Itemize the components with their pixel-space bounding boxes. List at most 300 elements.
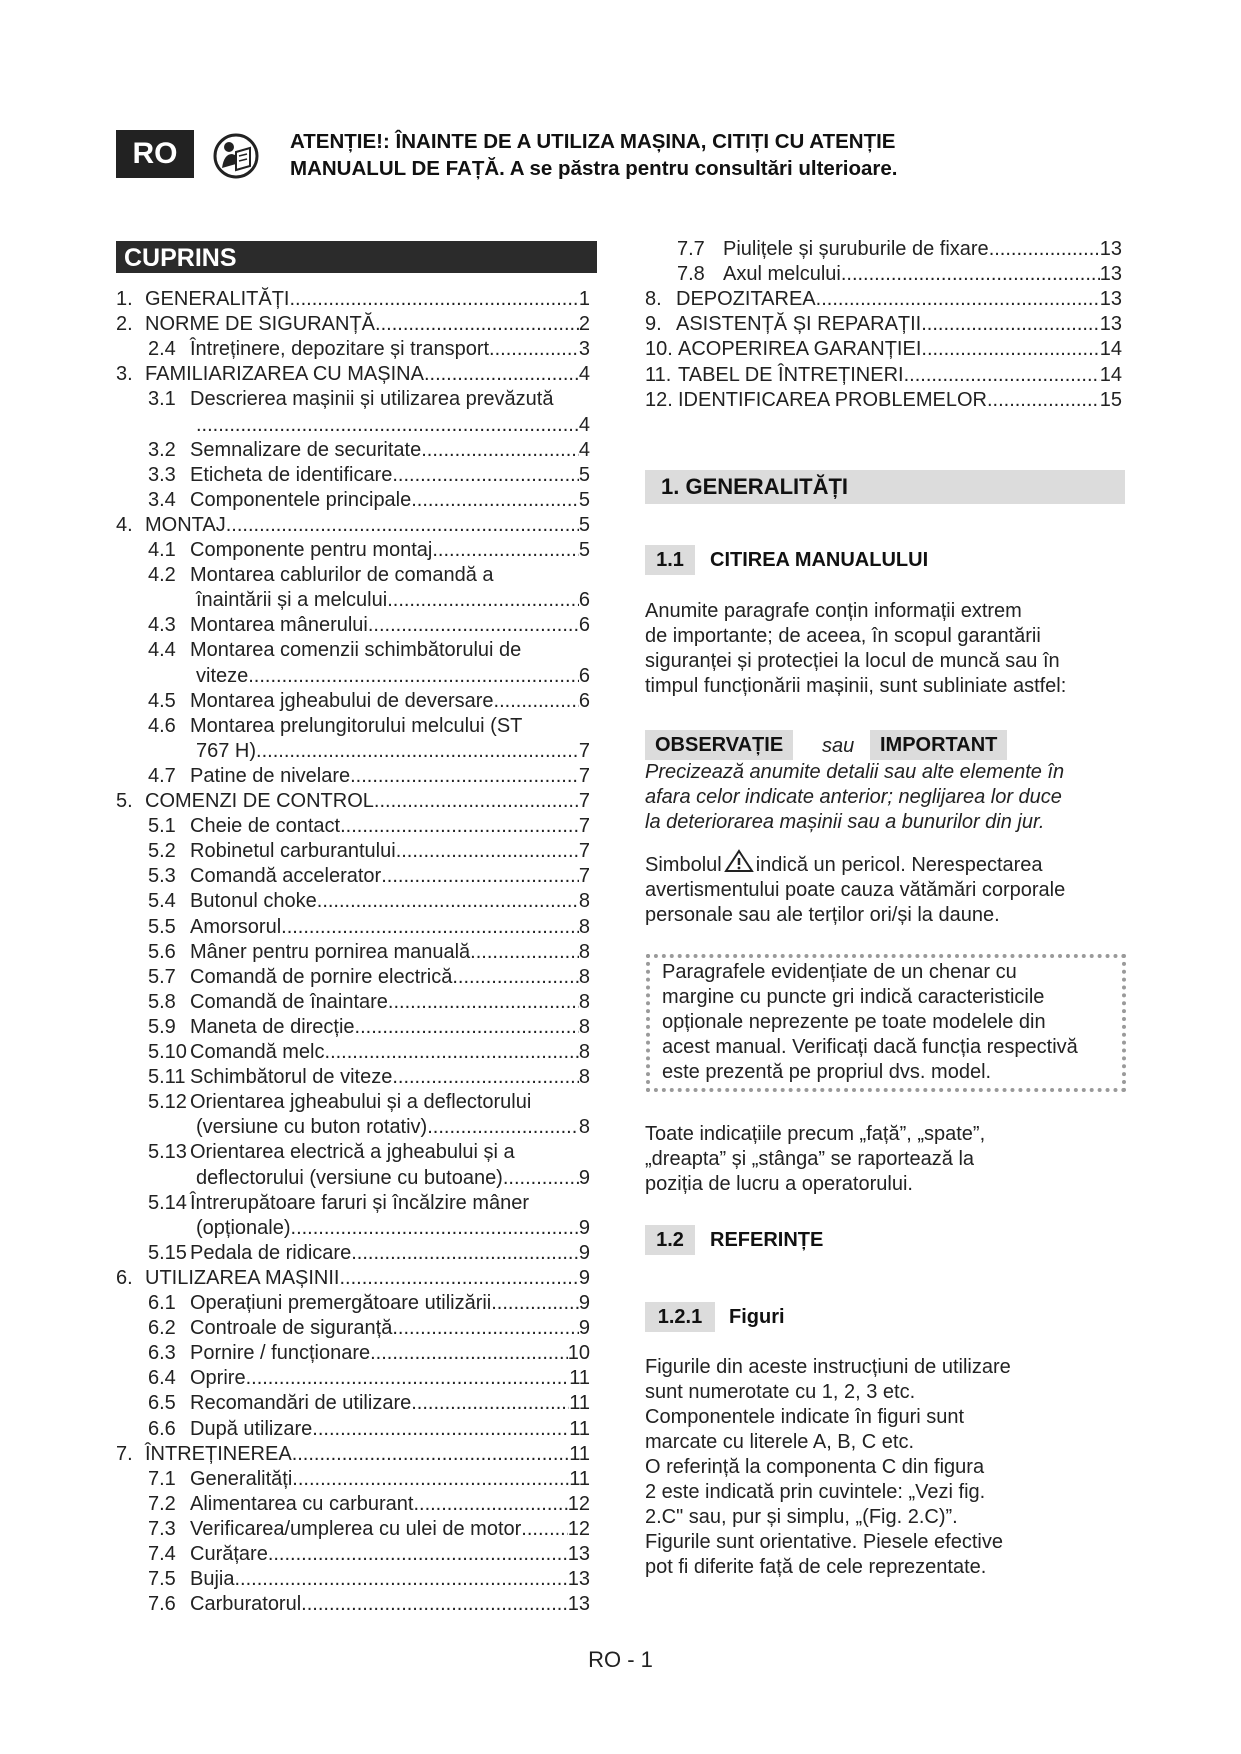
toc-item xyxy=(148,1191,529,1216)
toc-item-label: Montarea mânerului xyxy=(190,614,368,637)
toc-item xyxy=(148,563,494,588)
toc-item-page: 13 xyxy=(567,1568,590,1591)
toc-item-page: 5 xyxy=(578,463,590,486)
toc-item-number: 8. xyxy=(645,288,662,311)
toc-item-page: 7 xyxy=(578,840,590,863)
toc-item-page: 15 xyxy=(1099,388,1122,411)
toc-leader-dots xyxy=(340,814,579,839)
toc-item xyxy=(116,513,590,538)
toc-item-label: Robinetul carburantului xyxy=(190,840,396,863)
toc-item xyxy=(645,388,1122,413)
toc-item-number: 3.2 xyxy=(148,438,176,461)
toc-item xyxy=(677,262,1122,287)
toc-item-page: 6 xyxy=(578,689,590,712)
toc-leader-dots xyxy=(339,1266,578,1291)
toc-item xyxy=(116,1266,590,1291)
toc-item-label: ACOPERIREA GARANȚIEI xyxy=(678,338,922,361)
tag-sau: sau xyxy=(822,735,855,757)
toc-item xyxy=(148,965,590,990)
toc-item-page: 4 xyxy=(578,413,590,436)
toc-item-number: 3.4 xyxy=(148,488,176,511)
toc-item-label: NORME DE SIGURANȚĂ xyxy=(145,313,376,336)
toc-item-number: 5.2 xyxy=(148,840,176,863)
toc-item xyxy=(148,538,590,563)
toc-leader-dots xyxy=(370,1341,568,1366)
toc-item-page: 9 xyxy=(578,1292,590,1314)
toc-leader-dots xyxy=(388,990,579,1015)
toc-item-number: 5.15 xyxy=(148,1241,187,1264)
toc-item-number: 7.1 xyxy=(148,1467,176,1490)
toc-item-number: 5.3 xyxy=(148,865,176,888)
toc-item-label: Schimbătorul de viteze xyxy=(190,1066,393,1089)
subsection-1-2-title: REFERINȚE xyxy=(710,1229,824,1251)
toc-item-label: (opționale) xyxy=(196,1216,291,1239)
toc-leader-dots xyxy=(291,1216,579,1241)
toc-item xyxy=(148,864,590,889)
toc-item-page: 8 xyxy=(578,1116,590,1139)
toc-item-label: MONTAJ xyxy=(145,513,226,536)
toc-item xyxy=(148,739,590,764)
toc-item xyxy=(148,1417,590,1442)
toc-item xyxy=(148,1090,531,1115)
toc-item-page: 5 xyxy=(578,488,590,511)
toc-leader-dots xyxy=(427,1115,579,1140)
toc-item xyxy=(148,488,590,513)
subsection-1-1-title: CITIREA MANUALULUI xyxy=(710,549,929,571)
toc-item-page: 9 xyxy=(578,1216,590,1239)
toc-item xyxy=(148,764,590,789)
toc-item-page: 7 xyxy=(578,764,590,787)
toc-item-number xyxy=(148,1216,196,1241)
toc-item xyxy=(148,1065,590,1090)
toc-item-number: 1. xyxy=(116,288,133,310)
toc-item xyxy=(148,638,521,663)
toc-item xyxy=(148,689,590,714)
toc-item xyxy=(116,362,590,387)
toc-item xyxy=(148,1492,590,1517)
toc-item xyxy=(148,1391,590,1416)
toc-item-number: 5. xyxy=(116,790,133,812)
toc-item-number: 7.2 xyxy=(148,1492,176,1515)
toc-item xyxy=(116,287,590,312)
toc-item-number: 7.8 xyxy=(677,263,705,286)
toc-item-page: 6 xyxy=(578,614,590,637)
toc-leader-dots xyxy=(246,1366,570,1391)
toc-leader-dots xyxy=(489,337,579,362)
warning-line-2: MANUALUL DE FAȚĂ. A se păstra pentru consultări ulterioare. xyxy=(290,157,898,180)
toc-leader-dots xyxy=(226,513,579,538)
toc-leader-dots xyxy=(375,312,579,337)
toc-item-page: 4 xyxy=(578,363,590,386)
toc-leader-dots xyxy=(816,287,1100,312)
toc-item-page: 11 xyxy=(569,1442,590,1465)
toc-item-number: 6.2 xyxy=(148,1317,176,1340)
toc-item xyxy=(148,1592,590,1617)
toc-leader-dots xyxy=(424,362,579,387)
toc-item-page: 7 xyxy=(578,790,590,812)
toc-item-page: 6 xyxy=(578,664,590,687)
toc-item-label: Maneta de direcție xyxy=(190,1015,355,1038)
subsection-1-2-number: 1.2 xyxy=(645,1225,695,1255)
toc-item-label: Verificarea/umplerea cu ulei de motor xyxy=(190,1517,522,1540)
toc-leader-dots xyxy=(234,1567,567,1592)
toc-leader-dots xyxy=(921,337,1099,362)
toc-item-page: 12 xyxy=(567,1517,590,1540)
toc-item-page: 11 xyxy=(569,1467,590,1490)
toc-item-label: Componentele principale xyxy=(190,488,412,511)
toc-item xyxy=(148,1166,590,1191)
toc-leader-dots xyxy=(413,1492,567,1517)
toc-leader-dots xyxy=(381,864,579,889)
toc-item xyxy=(116,1442,590,1467)
toc-leader-dots xyxy=(987,388,1100,413)
toc-item xyxy=(148,1216,590,1241)
toc-leader-dots xyxy=(289,287,578,312)
toc-leader-dots xyxy=(325,1040,579,1065)
toc-item-page: 14 xyxy=(1099,338,1122,361)
toc-leader-dots xyxy=(392,463,579,488)
toc-item xyxy=(148,714,522,739)
toc-item xyxy=(148,1517,590,1542)
paragraph-optional: Paragrafele evidențiate de un chenar cu margine cu puncte gri indică caracteristicile opționale neprezente pe toate modelele din acest manual. Verificați dacă funcția respectivă este prezentă pe propriul dvs. model. xyxy=(662,961,1078,1083)
toc-item-label: Comandă de înaintare xyxy=(190,990,388,1013)
toc-leader-dots xyxy=(921,312,1100,337)
read-manual-icon xyxy=(212,132,260,180)
toc-item-page: 8 xyxy=(578,1041,590,1063)
toc-item-number: 5.8 xyxy=(148,990,176,1013)
toc-leader-dots xyxy=(374,789,579,814)
toc-item-number: 4. xyxy=(116,513,133,536)
toc-item-number: 2. xyxy=(116,313,133,336)
toc-item-label: Montarea cablurilor de comandă a xyxy=(190,564,494,587)
toc-leader-dots xyxy=(411,488,579,513)
toc-leader-dots xyxy=(494,689,579,714)
toc-item xyxy=(148,889,590,914)
toc-item-number: 4.4 xyxy=(148,639,176,662)
toc-item xyxy=(148,1341,590,1366)
toc-item-label: Pornire / funcționare xyxy=(190,1342,371,1365)
toc-item-label: Semnalizare de securitate xyxy=(190,438,422,461)
toc-item-label: Eticheta de identificare xyxy=(190,463,393,486)
toc-leader-dots xyxy=(503,1166,579,1191)
toc-leader-dots xyxy=(368,613,579,638)
toc-item-label: Piulițele și șuruburile de fixare xyxy=(723,238,989,260)
toc-item-page: 5 xyxy=(578,513,590,536)
toc-item xyxy=(148,337,590,362)
paragraph-hazard: Simbolul indică un pericol. Nerespectarea avertismentului poate cauza vătămări corporale personale sau ale terților ori/și la daune. xyxy=(645,849,1065,928)
toc-item xyxy=(148,1140,515,1165)
toc-leader-dots xyxy=(317,889,579,914)
toc-item-page: 8 xyxy=(578,940,590,963)
toc-leader-dots xyxy=(392,1065,579,1090)
toc-item xyxy=(148,839,590,864)
paragraph-directions: Toate indicațiile precum „față”, „spate”, „dreapta” și „stânga” se raportează la poziția de lucru a operatorului. xyxy=(645,1123,986,1195)
toc-item-label: Comandă melc xyxy=(190,1041,325,1063)
toc-item xyxy=(148,1291,590,1316)
toc-item-number: 7.3 xyxy=(148,1517,176,1540)
toc-leader-dots xyxy=(292,1467,569,1492)
toc-item-number: 5.5 xyxy=(148,915,176,938)
toc-item-page: 9 xyxy=(578,1241,590,1264)
toc-leader-dots xyxy=(392,1316,579,1341)
toc-item-number: 5.12 xyxy=(148,1091,187,1114)
toc-item xyxy=(148,1567,590,1592)
toc-item-number: 7.6 xyxy=(148,1593,176,1616)
toc-leader-dots xyxy=(841,262,1100,287)
toc-item-number: 7.7 xyxy=(677,238,705,260)
toc-item-label: viteze xyxy=(196,664,249,687)
toc-leader-dots xyxy=(387,588,579,613)
toc-item-number: 2.4 xyxy=(148,338,176,361)
toc-leader-dots xyxy=(196,413,579,438)
toc-item-number xyxy=(148,664,196,689)
toc-leader-dots xyxy=(411,1391,569,1416)
toc-leader-dots xyxy=(904,363,1100,388)
toc-item-label: ASISTENȚĂ ȘI REPARAȚII xyxy=(676,313,922,336)
toc-item-page: 13 xyxy=(567,1543,590,1565)
warning-triangle-icon xyxy=(724,849,754,871)
toc-item-page: 10 xyxy=(567,1342,590,1365)
toc-item-page: 13 xyxy=(567,1593,590,1616)
warning-line-1: ATENȚIE!: ÎNAINTE DE A UTILIZA MAȘINA, CITIȚI CU ATENȚIE xyxy=(290,130,896,153)
toc-item-page: 8 xyxy=(578,915,590,938)
toc-item-page: 11 xyxy=(569,1417,590,1440)
language-badge: RO xyxy=(116,130,194,178)
toc-item-page: 14 xyxy=(1099,363,1122,386)
toc-item xyxy=(148,990,590,1015)
toc-item-page: 13 xyxy=(1099,313,1122,336)
toc-leader-dots xyxy=(491,1291,579,1316)
toc-item-label: Generalități xyxy=(190,1467,293,1490)
toc-item-label: Patine de nivelare xyxy=(190,764,351,787)
toc-item-number: 5.13 xyxy=(148,1141,187,1164)
toc-item-page: 7 xyxy=(578,739,590,762)
toc-item-number: 6.1 xyxy=(148,1292,176,1314)
toc-item-number: 4.7 xyxy=(148,764,176,787)
toc-item-number: 5.11 xyxy=(148,1066,186,1089)
toc-item-label: Montarea prelungitorului melcului (ST xyxy=(190,714,523,737)
toc-item-label: Montarea jgheabului de deversare xyxy=(190,689,494,712)
toc-item-label: Orientarea jgheabului și a deflectorului xyxy=(190,1091,532,1114)
subsection-1-2-1-title: Figuri xyxy=(729,1306,785,1328)
toc-item-number xyxy=(148,413,196,438)
toc-item-label: Întrerupătoare faruri și încălzire mâner xyxy=(190,1191,530,1214)
toc-item-number xyxy=(148,739,196,764)
toc-item-number: 7.5 xyxy=(148,1568,176,1591)
toc-item-label: Montarea comenzii schimbătorului de xyxy=(190,639,522,662)
toc-item xyxy=(148,1366,590,1391)
toc-item-page: 11 xyxy=(569,1392,590,1415)
section-1-title: 1. GENERALITĂȚI xyxy=(645,470,1125,504)
toc-item-number: 3.1 xyxy=(148,388,176,411)
toc-item-page: 7 xyxy=(578,865,590,888)
toc-item xyxy=(148,1115,590,1140)
toc-item-label: DEPOZITAREA xyxy=(676,288,816,311)
toc-item-number: 4.5 xyxy=(148,689,176,712)
toc-item-number: 5.6 xyxy=(148,940,176,963)
toc-item-number xyxy=(148,1166,196,1191)
toc-item-page: 9 xyxy=(578,1266,590,1289)
toc-leader-dots xyxy=(452,965,579,990)
toc-item-label: înaintării și a melcului xyxy=(196,589,388,612)
toc-item-page: 5 xyxy=(578,539,590,561)
toc-item-label: GENERALITĂȚI xyxy=(145,288,290,310)
toc-item-number: 5.4 xyxy=(148,890,176,913)
toc-item-label: Oprire xyxy=(190,1367,246,1390)
toc-item-number: 4.6 xyxy=(148,714,176,737)
toc-item-label: Bujia xyxy=(190,1568,235,1591)
toc-item-label: Comandă de pornire electrică xyxy=(190,965,453,988)
toc-item xyxy=(645,312,1122,337)
toc-item xyxy=(645,287,1122,312)
toc-item-label: Alimentarea cu carburant xyxy=(190,1492,414,1515)
toc-item-page: 9 xyxy=(578,1166,590,1189)
toc-item-number: 6. xyxy=(116,1266,133,1289)
toc-item xyxy=(116,312,590,337)
toc-item-number: 5.7 xyxy=(148,965,176,988)
toc-item xyxy=(645,363,1122,388)
toc-leader-dots xyxy=(355,1015,579,1040)
toc-leader-dots xyxy=(521,1517,567,1542)
toc-item-page: 3 xyxy=(578,338,590,361)
toc-item-label: UTILIZAREA MAȘINII xyxy=(145,1266,340,1289)
toc-item-label: deflectorului (versiune cu butoane) xyxy=(196,1166,503,1189)
toc-item-page: 9 xyxy=(578,1317,590,1340)
toc-item xyxy=(148,613,590,638)
toc-item-page: 1 xyxy=(578,288,590,310)
toc-item-number: 3.3 xyxy=(148,463,176,486)
toc-item-page: 8 xyxy=(578,1066,590,1089)
subsection-1-2-1-number: 1.2.1 xyxy=(645,1302,715,1332)
toc-item-label: Pedala de ridicare xyxy=(190,1241,352,1264)
toc-item xyxy=(148,1040,590,1065)
toc-item-label: Controale de siguranță xyxy=(190,1317,393,1340)
toc-leader-dots xyxy=(301,1592,568,1617)
toc-item-number: 7.4 xyxy=(148,1543,176,1565)
toc-item-number: 5.9 xyxy=(148,1015,176,1038)
toc-item-number: 11. xyxy=(645,363,672,386)
toc-item xyxy=(645,337,1122,362)
toc-leader-dots xyxy=(396,839,579,864)
toc-item-label: Axul melcului xyxy=(723,263,841,286)
toc-title: CUPRINS xyxy=(116,241,597,273)
toc-item-label: 767 H) xyxy=(196,739,257,762)
toc-leader-dots xyxy=(281,915,579,940)
toc-item xyxy=(148,664,590,689)
toc-item-label: Cheie de contact xyxy=(190,815,341,838)
subsection-1-1-number: 1.1 xyxy=(645,545,695,575)
toc-item xyxy=(148,940,590,965)
toc-item-number: 5.10 xyxy=(148,1041,187,1063)
toc-item xyxy=(148,413,590,438)
toc-item-label: După utilizare xyxy=(190,1417,313,1440)
toc-item-number: 6.4 xyxy=(148,1367,176,1390)
toc-leader-dots xyxy=(268,1542,568,1567)
toc-leader-dots xyxy=(350,764,579,789)
toc-item-page: 8 xyxy=(578,990,590,1013)
warning-notice xyxy=(290,128,898,182)
toc-leader-dots xyxy=(432,538,579,563)
toc-item-number: 6.5 xyxy=(148,1392,176,1415)
toc-item-label: IDENTIFICAREA PROBLEMELOR xyxy=(678,388,987,411)
toc-item-number: 4.1 xyxy=(148,539,176,561)
toc-leader-dots xyxy=(421,438,579,463)
toc-item xyxy=(148,387,553,412)
toc-item-label: Recomandări de utilizare xyxy=(190,1392,412,1415)
toc-item-number: 5.1 xyxy=(148,815,176,838)
toc-item-label: Curățare xyxy=(190,1543,268,1565)
toc-item-label: TABEL DE ÎNTREȚINERI xyxy=(678,363,904,386)
toc-item-label: Mâner pentru pornirea manuală xyxy=(190,940,471,963)
toc-item xyxy=(148,463,590,488)
toc-item xyxy=(148,1316,590,1341)
toc-item xyxy=(148,438,590,463)
toc-item-page: 13 xyxy=(1099,288,1122,311)
toc-item-page: 2 xyxy=(578,313,590,336)
toc-leader-dots xyxy=(292,1442,570,1467)
toc-item xyxy=(148,1467,590,1492)
paragraph-intro: Anumite paragrafe conțin informații extrem de importante; de aceea, în scopul garantării siguranței și protecției la locul de muncă sau în timpul funcționării mașinii, sunt subliniate astfel: xyxy=(645,600,1067,697)
toc-item-page: 8 xyxy=(578,1015,590,1038)
tag-important: IMPORTANT xyxy=(870,730,1007,760)
toc-item xyxy=(677,237,1122,262)
toc-leader-dots xyxy=(470,940,579,965)
toc-item-number: 5.14 xyxy=(148,1191,187,1214)
toc-item xyxy=(148,915,590,940)
toc-item-page: 7 xyxy=(578,815,590,838)
toc-item-label: Orientarea electrică a jgheabului și a xyxy=(190,1141,515,1164)
toc-item-number: 6.6 xyxy=(148,1417,176,1440)
toc-leader-dots xyxy=(989,237,1100,262)
toc-item-number: 9. xyxy=(645,313,662,336)
toc-item-label: Descrierea mașinii și utilizarea prevăzută xyxy=(190,388,554,411)
toc-item-number: 6.3 xyxy=(148,1342,176,1365)
toc-item-label: Operațiuni premergătoare utilizării xyxy=(190,1292,492,1314)
toc-item-page: 12 xyxy=(567,1492,590,1515)
toc-item-page: 13 xyxy=(1099,263,1122,286)
toc-item-label: FAMILIARIZAREA CU MAȘINA xyxy=(145,363,424,386)
toc-item xyxy=(148,1241,590,1266)
toc-item-label: Întreținere, depozitare și transport xyxy=(190,338,490,361)
toc-leader-dots xyxy=(312,1417,569,1442)
toc-item-number: 3. xyxy=(116,363,133,386)
toc-item-label: (versiune cu buton rotativ) xyxy=(196,1116,428,1139)
tag-observatie: OBSERVAȚIE xyxy=(645,730,793,760)
toc-item-page: 11 xyxy=(569,1367,590,1390)
toc-item xyxy=(148,1015,590,1040)
toc-item-page: 13 xyxy=(1099,238,1122,260)
toc-item-page: 6 xyxy=(578,589,590,612)
toc-item-page: 8 xyxy=(578,965,590,988)
toc-leader-dots xyxy=(248,664,579,689)
toc-item-label: Comandă accelerator xyxy=(190,865,382,888)
toc-item-number xyxy=(148,588,196,613)
toc-item-number: 4.3 xyxy=(148,614,176,637)
toc-item-label: Butonul choke xyxy=(190,890,317,913)
toc-item-label: ÎNTREȚINEREA xyxy=(145,1442,292,1465)
toc-item-number: 12. xyxy=(645,388,673,411)
toc-item-number: 10. xyxy=(645,338,673,361)
paragraph-note: Precizează anumite detalii sau alte elemente în afara celor indicate anterior; neglijarea lor duce la deteriorarea mașinii sau a bunurilor din jur. xyxy=(645,761,1065,833)
toc-item xyxy=(116,789,590,814)
toc-item-number: 7. xyxy=(116,1442,133,1465)
toc-item-page: 4 xyxy=(578,438,590,461)
toc-item xyxy=(148,814,590,839)
toc-item-label: Amorsorul xyxy=(190,915,282,938)
toc-item-label: Componente pentru montaj xyxy=(190,539,433,561)
toc-item xyxy=(148,1542,590,1567)
page-number: RO - 1 xyxy=(588,1647,653,1672)
